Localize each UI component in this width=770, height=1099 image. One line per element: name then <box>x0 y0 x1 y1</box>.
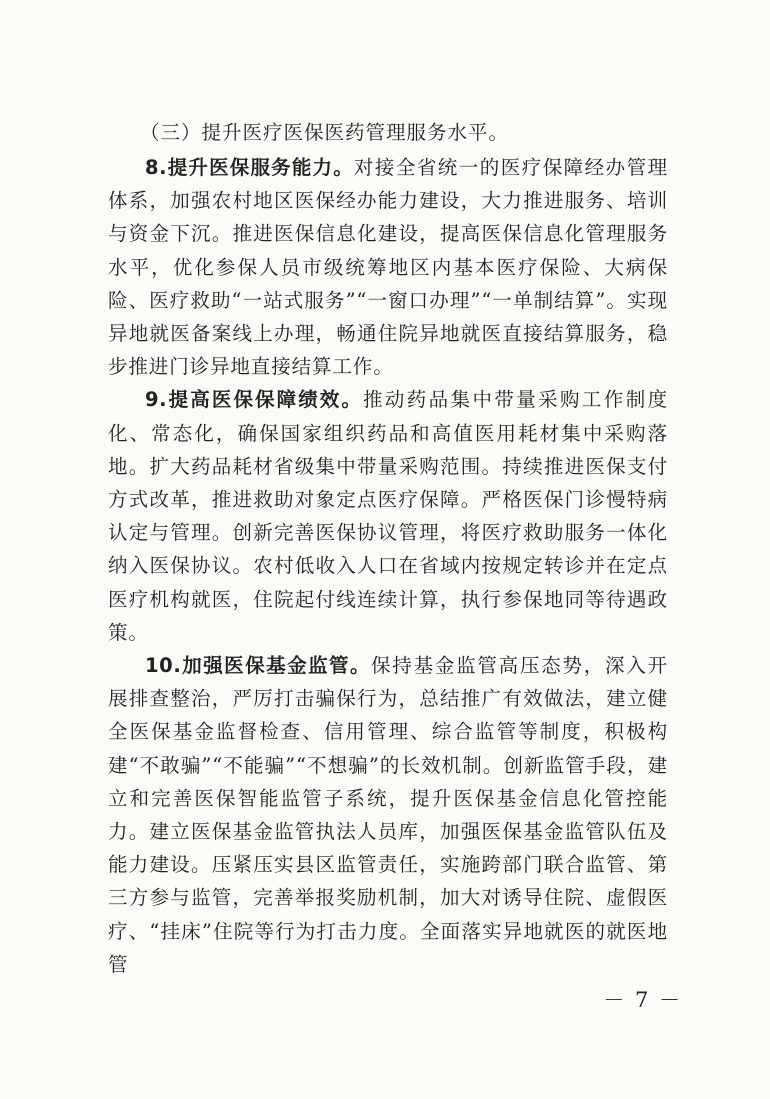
section-heading: （三）提升医疗医保医药管理服务水平。 <box>140 121 510 144</box>
paragraph-9 <box>108 383 668 649</box>
paragraph-title-8: 8.提升医保服务能力。 <box>145 156 354 179</box>
paragraph-text-9: 推动药品集中带量采购工作制度化、常态化，确保国家组织药品和高值医用耗材集中采购落地。扩大药品耗材省级集中带量采购范围。持续推进医保支付方式改革，推进救助对象定点医疗保障。严格医保门诊慢特病认定与管理。创新完善医保协议管理，将医疗救助服务一体化纳入医保协议。农村低收入人口在省域内按规定转诊并在定点医疗机构就医，住院起付线连续计算，执行参保地同等待遇政策。 <box>108 388 668 644</box>
paragraph-text-8: 对接全省统一的医疗保障经办管理体系，加强农村地区医保经办能力建设，大力推进服务、培训与资金下沉。推进医保信息化建设，提高医保信息化管理服务水平，优化参保人员市级统筹地区内基本医疗保险、大病保险、医疗救助“一站式服务”“一窗口办理”“一单制结算”。实现异地就医备案线上办理，畅通住院异地就医直接结算服务，稳步推进门诊异地直接结算工作。 <box>108 156 668 379</box>
paragraph-title-10: 10.加强医保基金监管。 <box>145 654 372 678</box>
paragraph-title-9: 9.提高医保保障绩效。 <box>145 388 363 412</box>
document-body <box>108 116 668 981</box>
page-number: － 7 － <box>603 988 682 1012</box>
paragraph-8 <box>108 151 668 383</box>
paragraph-text-10: 保持基金监管高压态势，深入开展排查整治，严厉打击骗保行为，总结推广有效做法，建立健全医保基金监督检查、信用管理、综合监管等制度，积极构建“不敢骗”“不能骗”“不想骗”的长效机制。创新监管手段，建立和完善医保智能监管子系统，提升医保基金信息化管控能力。建立医保基金监管执法人员库，加强医保基金监管队伍及能力建设。压紧压实县区监管责任，实施跨部门联合监管、第三方参与监管，完善举报奖励机制，加大对诱导住院、虚假医疗、“挂床”住院等行为打击力度。全面落实异地就医的就医地管 <box>108 654 668 976</box>
paragraph-10 <box>108 649 668 981</box>
